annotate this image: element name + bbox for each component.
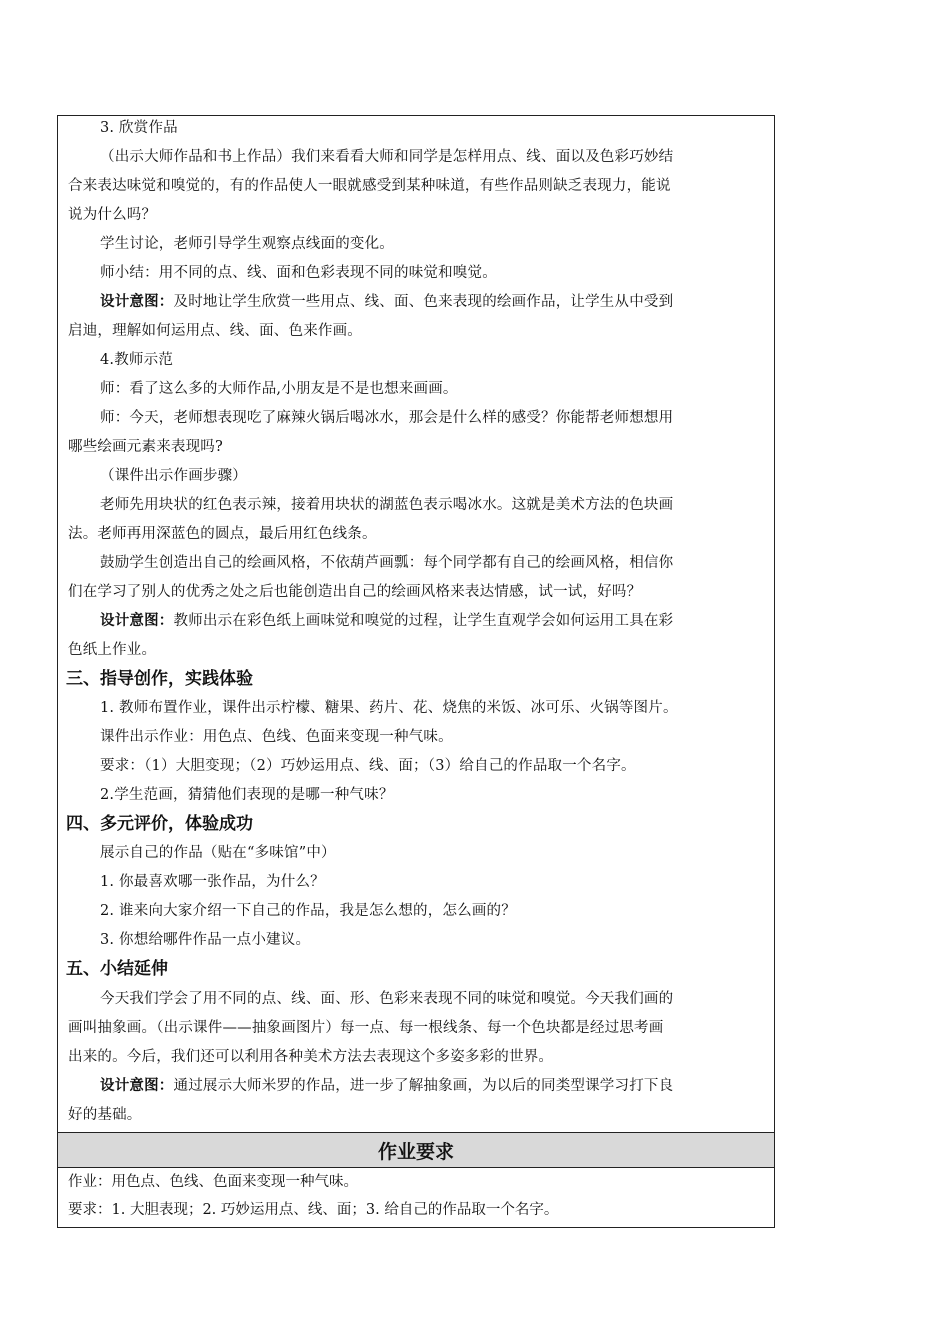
paragraph-line: 鼓励学生创造出自己的绘画风格，不依葫芦画瓢：每个同学都有自己的绘画风格，相信你: [100, 555, 674, 571]
paragraph-line: 色纸上作业。: [68, 642, 157, 658]
design-intent-line: [100, 1076, 800, 1096]
paragraph-line: 启迪，理解如何运用点、线、面、色来作画。: [68, 323, 362, 339]
paragraph-line: 1. 你最喜欢哪一张作品，为什么？: [100, 874, 325, 890]
paragraph-line: 们在学习了别人的优秀之处之后也能创造出自己的绘画风格来表达情感，试一试，好吗？: [68, 584, 642, 600]
paragraph-line: 出来的。今后，我们还可以利用各种美术方法去表现这个多姿多彩的世界。: [68, 1049, 554, 1065]
lesson-content-cell: [58, 116, 774, 1133]
lesson-table: [57, 115, 775, 1228]
paragraph-line: 师小结：用不同的点、线、面和色彩表现不同的味觉和嗅觉。: [100, 265, 497, 281]
design-intent-text: 及时地让学生欣赏一些用点、线、面、色来表现的绘画作品，让学生从中受到: [173, 294, 674, 310]
paragraph-line: 说为什么吗？: [68, 207, 157, 223]
design-intent-label: 设计意图：: [100, 612, 174, 629]
paragraph-line: 师：看了这么多的大师作品,小朋友是不是也想来画画。: [100, 381, 458, 397]
paragraph-line: 2. 谁来向大家介绍一下自己的作品，我是怎么想的，怎么画的？: [100, 903, 516, 919]
paragraph-line: （课件出示作画步骤）: [100, 468, 247, 484]
section-heading-evaluation: 四、多元评价，体验成功: [66, 814, 253, 834]
design-intent-text: 通过展示大师米罗的作品，进一步了解抽象画，为以后的同类型课学习打下良: [173, 1078, 674, 1094]
paragraph-line: 2.学生范画，猜猜他们表现的是哪一种气味？: [100, 787, 394, 803]
section-heading-guide: 三、指导创作，实践体验: [66, 669, 253, 689]
paragraph-line: 今天我们学会了用不同的点、线、面、形、色彩来表现不同的味觉和嗅觉。今天我们画的: [100, 991, 674, 1007]
design-intent-label: 设计意图：: [100, 1077, 174, 1094]
section-heading-summary: 五、小结延伸: [66, 959, 168, 979]
paragraph-line: （出示大师作品和书上作品）我们来看看大师和同学是怎样用点、线、面以及色彩巧妙结: [100, 149, 674, 165]
paragraph-line: 老师先用块状的红色表示辣，接着用块状的湖蓝色表示喝冰水。这就是美术方法的色块画: [100, 497, 674, 513]
paragraph-line: 合来表达味觉和嗅觉的，有的作品使人一眼就感受到某种味道，有些作品则缺乏表现力，能说: [68, 178, 671, 194]
paragraph-line: 画叫抽象画。（出示课件——抽象画图片）每一点、每一根线条、每一个色块都是经过思考画: [68, 1020, 664, 1036]
design-intent-label: 设计意图：: [100, 293, 174, 310]
homework-requirements: 要求：1. 大胆表现；2. 巧妙运用点、线、面；3. 给自己的作品取一个名字。: [68, 1202, 559, 1218]
homework-title-cell: [58, 1133, 774, 1168]
design-intent-line: [100, 611, 800, 631]
paragraph-line: 展示自己的作品（贴在“多味馆”中）: [100, 845, 336, 861]
design-intent-line: [100, 292, 800, 312]
design-intent-text: 教师出示在彩色纸上画味觉和嗅觉的过程，让学生直观学会如何运用工具在彩: [173, 613, 674, 629]
paragraph-line: 要求：（1）大胆变现；（2）巧妙运用点、线、面；（3）给自己的作品取一个名字。: [100, 758, 636, 774]
homework-title: 作业要求: [377, 1140, 454, 1163]
paragraph-line: 3. 你想给哪件作品一点小建议。: [100, 932, 311, 948]
paragraph-line: 学生讨论，老师引导学生观察点线面的变化。: [100, 236, 394, 252]
paragraph-line: 课件出示作业：用色点、色线、色面来变现一种气味。: [100, 729, 453, 745]
heading-demo: 4.教师示范: [100, 352, 174, 368]
paragraph-line: 好的基础。: [68, 1107, 142, 1123]
paragraph-line: 师：今天，老师想表现吃了麻辣火锅后喝冰水，那会是什么样的感受？你能帮老师想想用: [100, 410, 674, 426]
paragraph-line: 1. 教师布置作业，课件出示柠檬、糖果、药片、花、烧焦的米饭、冰可乐、火锅等图片。: [100, 700, 678, 716]
heading-appreciate: 3. 欣赏作品: [100, 120, 178, 136]
paragraph-line: 法。老师再用深蓝色的圆点，最后用红色线条。: [68, 526, 377, 542]
paragraph-line: 哪些绘画元素来表现吗?: [68, 439, 223, 455]
homework-task: 作业：用色点、色线、色面来变现一种气味。: [68, 1174, 358, 1190]
